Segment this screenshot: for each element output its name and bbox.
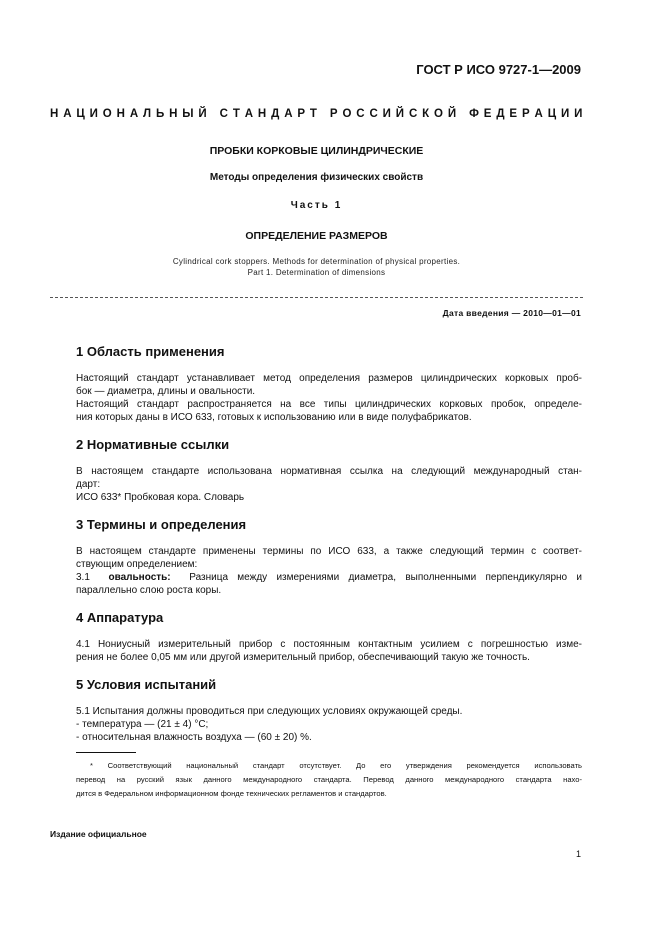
banner-letter: С [369,108,378,120]
term-definition: Разница между измерениями диаметра, выполненными перпендикулярно и [189,572,582,583]
banner-letter: Н [116,108,125,120]
section-3-heading: 3 Термины и определения [76,517,247,532]
term-name: овальность: [108,572,171,583]
banner-letter: Д [271,108,280,120]
section-2-p1-line1: В настоящем стандарте использована нормативная ссылка на следующий международный стан- [76,466,582,477]
banner-letter [322,108,325,120]
section-5-item-humidity: - относительная влажность воздуха — (60 ± 20) %. [76,732,312,743]
part-title: ОПРЕДЕЛЕНИЕ РАЗМЕРОВ [245,230,388,242]
banner-letter: Й [447,108,457,120]
footnote-line2: перевод на русский язык данного международного стандарта. Перевод данного международного стандарта нахо- [76,775,582,784]
section-2-reference: ИСО 633* Пробковая кора. Словарь [76,492,245,503]
section-5-heading: 5 Условия испытаний [76,677,217,692]
part-label: Часть 1 [290,200,343,211]
title-separator [50,297,583,298]
banner-letter: С [408,108,418,120]
banner-letter: А [129,108,139,120]
banner-letter: И [574,108,583,120]
banner-letter: О [102,108,112,120]
banner-letter: Т [232,108,240,120]
banner-letter: Т [309,108,317,120]
section-1-p2-line2: ния которых даны в ИСО 633, готовых к использованию или в виде полуфабрикатов. [76,412,472,423]
standard-title: ПРОБКИ КОРКОВЫЕ ЦИЛИНДРИЧЕСКИЕ [209,145,424,157]
banner-letter: Р [297,108,306,120]
banner-letter: Й [395,108,405,120]
banner-letter: Е [483,108,492,120]
banner-letter: И [382,108,391,120]
introduction-date: Дата введения — 2010—01—01 [442,308,581,318]
banner-letter: А [244,108,254,120]
section-3-term-line [76,571,582,584]
banner-letter: Н [257,108,267,120]
section-3-term-line2: параллельно слою роста коры. [76,585,222,596]
banner-letter [212,108,215,120]
section-1-p1-line1: Настоящий стандарт устанавливает метод определения размеров цилиндрических корковых проб- [76,373,582,384]
section-4-heading: 4 Аппаратура [76,610,164,625]
section-1-heading: 1 Область применения [76,344,225,359]
english-title-line2: Part 1. Determination of dimensions [247,268,386,277]
page-number: 1 [575,849,581,859]
section-2-p1-line2: дарт: [76,479,101,490]
section-1-p2-line1: Настоящий стандарт распространяется на все типы цилиндрических корковых пробок, определе- [76,399,582,410]
section-2-heading: 2 Нормативные ссылки [76,437,230,452]
banner-letter: Ы [182,108,194,120]
banner-letter: Р [329,108,338,120]
banner-letter: Ц [76,108,85,120]
footnote-line1: * Соответствующий национальный стандарт отсутствует. До его утверждения рекомендуется использовать [90,761,582,770]
banner-letter: С [356,108,365,120]
banner-letter: К [422,108,430,120]
publication-label: Издание официальное [50,829,147,839]
banner-letter: Ь [155,108,165,120]
banner-letter: Е [509,108,518,120]
banner-letter: О [434,108,443,120]
banner-letter: Й [198,108,207,120]
document-number: ГОСТ Р ИСО 9727-1—2009 [416,62,581,77]
banner-letter: А [534,108,543,120]
banner-letter: Н [50,108,59,120]
banner-letter: А [284,108,293,120]
section-5-p1: 5.1 Испытания должны проводиться при следующих условиях окружающей среды. [76,706,463,717]
national-standard-banner [50,108,583,120]
banner-letter: Н [169,108,178,120]
footnote-line3: дится в Федеральном информационном фонде технических регламентов и стандартов. [76,789,387,798]
banner-letter: Д [496,108,505,120]
banner-letter: И [89,108,98,120]
banner-letter: Ф [469,108,479,120]
section-3-p1-line2: ствующим определением: [76,559,198,570]
footnote-rule [76,752,136,753]
banner-letter: И [560,108,570,120]
banner-letter: Л [143,108,152,120]
banner-letter [461,108,464,120]
section-1-p1-line2: бок — диаметра, длины и овальности. [76,386,256,397]
banner-letter: Ц [547,108,557,120]
english-title-line1: Cylindrical cork stoppers. Methods for determination of physical properties. [172,257,461,266]
section-3-p1-line1: В настоящем стандарте применены термины по ИСО 633, а также следующий термин с соответ- [76,546,582,557]
section-4-p1-line2: рения не более 0,05 мм или другой измерительный прибор, обеспечивающий такую же точность. [76,652,530,663]
banner-letter: О [342,108,352,120]
section-4-p1-line1: 4.1 Нониусный измерительный прибор с постоянным контактным усилием с погрешностью изме- [76,639,582,650]
section-5-item-temperature: - температура — (21 ± 4) °С; [76,719,209,730]
banner-letter: А [63,108,72,120]
banner-letter: Р [521,108,530,120]
standard-subtitle: Методы определения физических свойств [209,172,424,183]
term-number: 3.1 [76,572,90,583]
banner-letter: С [219,108,228,120]
